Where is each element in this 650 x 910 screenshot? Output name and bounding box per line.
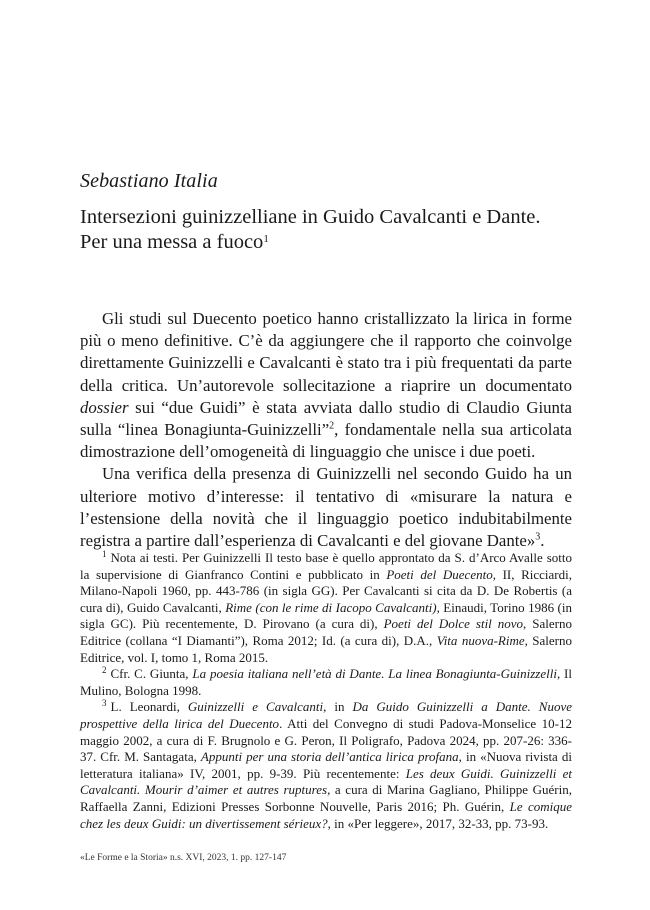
- footnote-1-text: , II, Ricciardi, Milano-Napoli 1960, pp. 443-786 (in sigla GG). Per Cavalcanti si cita da D. De Robertis (a cura di), Guido Cavalcanti,: [80, 566, 572, 615]
- footnote-3-text: , a cura di Marina Gagliano, Philippe Guérin, Raffaella Zanni, Edizioni Presses Sorbonne Nouvelle, Paris 2016; Ph. Guérin,: [80, 782, 572, 814]
- title-footnote-ref[interactable]: 1: [263, 233, 269, 245]
- footnote-2-number: 2: [102, 664, 107, 675]
- paragraph-1: [80, 308, 572, 463]
- footnote-1-text: , Einaudi, Torino 1986 (in sigla GC). Più recentemente, D. Pirovano (a cura di),: [80, 599, 572, 632]
- article-title: [80, 205, 580, 255]
- title-line-1: Intersezioni guinizzelliane in Guido Cavalcanti e Dante.: [80, 206, 541, 228]
- footnote-3-text: . Atti del Convegno di studi Padova-Monselice 10-12 maggio 2002, a cura di F. Brugnolo e G. Peron, Il Poligrafo, Padova 2024, pp. 207-26: 336-37. Cfr. M. Santagata,: [80, 715, 572, 765]
- journal-footer: «Le Forme e la Storia» n.s. XVI, 2023, 1. pp. 127-147: [80, 853, 287, 863]
- footnote-1-italic: Rime (con le rime di Iacopo Cavalcanti): [225, 599, 437, 615]
- paragraph-1-text-a: Gli studi sul Duecento poetico hanno cristallizzato la lirica in forme più o meno definitive. C’è da aggiungere che il rapporto che coinvolge direttamente Guinizzelli e Cavalcanti è stato tra i più frequentati da parte della critica. Un’autorevole sollecitazione a riaprire un documentato: [80, 309, 572, 395]
- footnote-3-text: , in «Per leggere», 2017, 32-33, pp. 73-93.: [327, 815, 549, 831]
- footnote-1-text: , Salerno Editrice (collana “I Diamanti”), Roma 2012; Id. (a cura di), D.A.,: [80, 616, 572, 648]
- footnote-1: [80, 550, 572, 666]
- paragraph-2: [80, 463, 572, 552]
- footnote-2-text: Cfr. C. Giunta,: [110, 666, 193, 682]
- footnote-ref-2[interactable]: 2: [329, 420, 335, 432]
- footnote-3-text: , in: [323, 699, 353, 715]
- footnote-1-italic: Vita nuova-Rime: [436, 632, 525, 648]
- title-line-2: Per una messa a fuoco: [80, 231, 264, 253]
- footnote-1-number: 1: [102, 548, 107, 559]
- footnote-2-text: , Il Mulino, Bologna 1998.: [80, 666, 572, 698]
- footnote-1-italic: Poeti del Duecento: [386, 566, 493, 582]
- paragraph-2-text-a: Una verifica della presenza di Guinizzelli nel secondo Guido ha un ulteriore motivo d’interesse: il tentativo di «misurare la natura e l’estensione della novità che il linguaggio poetico indubitabilmente registra a partire dall’esperienza di Cavalcanti e del giovane Dante»: [80, 464, 572, 551]
- paragraph-1-text-c: sui “due Guidi” è stata avviata dallo studio di Claudio Giunta sulla “linea Bonagiunta-Guinizzelli”: [80, 397, 572, 440]
- footnote-3: [80, 699, 572, 832]
- footnote-3-text: L. Leonardi,: [110, 699, 188, 715]
- footnote-1-text: Nota ai testi. Per Guinizzelli Il testo base è quello approntato da S. d’Arco Avalle sotto la supervisione di Gianfranco Contini e pubblicato in: [80, 550, 572, 582]
- footnote-3-italic: Guinizzelli e Cavalcanti: [187, 699, 324, 715]
- footnote-3-italic: Appunti per una storia dell’antica lirica profana: [200, 749, 459, 765]
- body-text: [80, 308, 572, 552]
- paragraph-2-text-b: .: [540, 531, 545, 551]
- paragraph-1-italic-dossier: dossier: [80, 397, 129, 417]
- footnote-3-number: 3: [102, 698, 107, 709]
- footnote-3-text: , in «Nuova rivista di letteratura italiana» IV, 2001, pp. 9-39. Più recentemente:: [80, 749, 572, 781]
- footnotes: [80, 550, 572, 832]
- paragraph-1-text-d: , fondamentale nella sua articolata dimostrazione dell’omogeneità di linguaggio che unisce i due poeti.: [80, 420, 572, 462]
- footnote-3-italic: Les deux Guidi. Guinizzelli et Cavalcanti. Mourir d’aimer et autres ruptures: [80, 765, 572, 798]
- footnote-3-italic: Da Guido Guinizzelli a Dante. Nuove prospettive della lirica del Duecento: [80, 699, 572, 731]
- footnote-2-italic: La poesia italiana nell’età di Dante. La linea Bonagiunta-Guinizzelli: [192, 666, 557, 682]
- author-name: Sebastiano Italia: [80, 170, 218, 192]
- footnote-3-italic: Le comique chez les deux Guidi: un divertissement sérieux?: [80, 798, 572, 831]
- footnote-1-italic: Poeti del Dolce stil novo: [383, 616, 524, 632]
- footnote-2: [80, 666, 572, 699]
- footnote-1-text: , Salerno Editrice, vol. I, tomo 1, Roma 2015.: [80, 632, 573, 665]
- footnote-ref-3[interactable]: 3: [535, 531, 541, 543]
